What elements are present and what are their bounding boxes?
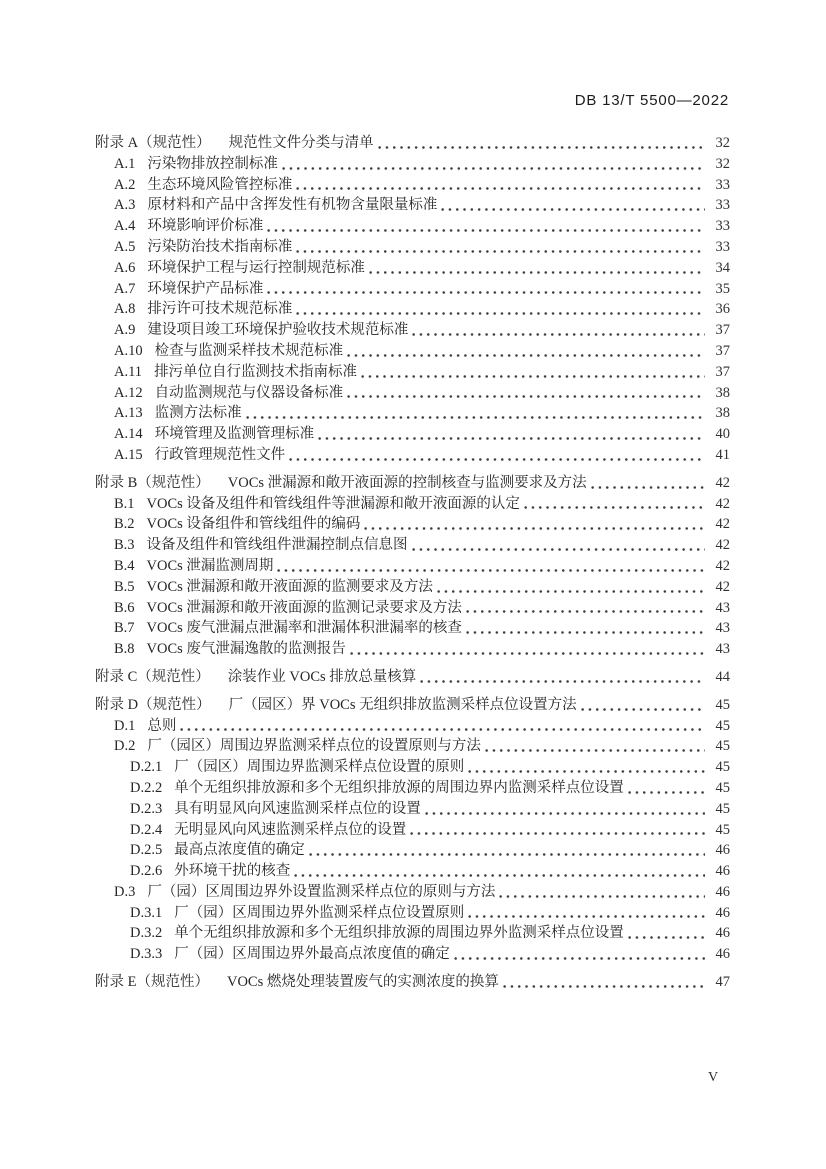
toc-entry-number: 附录 A（规范性） [95, 135, 211, 151]
toc-entry-page: 42 [715, 474, 730, 491]
toc-entry [95, 424, 730, 445]
toc-entry-number: D.2.5 [130, 842, 163, 859]
toc-entry-title: 污染物排放控制标准 [147, 155, 278, 172]
toc-entry-page: 46 [715, 842, 730, 859]
toc-entry-title: 厂（园区）周围边界监测采样点位设置的原则 [174, 759, 465, 776]
toc-entry-number: A.7 [114, 280, 136, 297]
toc-entry [95, 494, 730, 515]
toc-entry-title: 外环境干扰的核查 [174, 863, 291, 880]
dot-leader [466, 903, 705, 924]
dot-leader [294, 299, 705, 320]
dot-leader [275, 556, 705, 577]
toc-entry-title: 监测方法标准 [154, 405, 242, 422]
toc-entry-page: 35 [715, 280, 730, 297]
toc-entry-page: 43 [715, 599, 730, 616]
toc-entry-page: 45 [715, 696, 730, 713]
toc-entry-title: 环境保护产品标准 [147, 280, 264, 297]
toc-entry-title: VOCs 泄漏监测周期 [146, 557, 274, 574]
toc-entry-page: 42 [715, 578, 730, 595]
toc-entry-number: A.13 [114, 405, 143, 422]
toc-entry [95, 923, 730, 944]
toc-entry [95, 639, 730, 660]
toc-entry-title: 排污许可技术规范标准 [147, 301, 293, 318]
toc-entry [95, 778, 730, 799]
dot-leader [626, 778, 705, 799]
toc-entry-number: A.4 [114, 218, 136, 235]
toc-entry-title: 行政管理规范性文件 [154, 446, 286, 463]
dot-leader [244, 403, 705, 424]
toc-entry-number: B.1 [114, 495, 135, 512]
toc-entry-page: 42 [715, 537, 730, 554]
toc-entry [95, 403, 730, 424]
toc-entry-number: A.2 [114, 176, 136, 193]
toc-entry [95, 820, 730, 841]
dot-leader [294, 237, 705, 258]
toc-entry [95, 133, 730, 154]
toc-entry-page: 42 [715, 516, 730, 533]
toc-entry-number: A.1 [114, 155, 136, 172]
toc-entry [95, 320, 730, 341]
toc-entry [95, 861, 730, 882]
toc-entry-page: 41 [715, 446, 730, 463]
toc-entry-page: 43 [715, 620, 730, 637]
toc-entry [95, 341, 730, 362]
dot-leader [178, 716, 705, 737]
toc-entry [95, 195, 730, 216]
toc-entry-number: D.2 [114, 738, 136, 755]
toc-entry-title: 厂（园区）周围边界监测采样点位的设置原则与方法 [147, 738, 481, 755]
toc-entry-number: B.6 [114, 599, 135, 616]
toc-entry-page: 47 [715, 974, 730, 991]
toc-entry [95, 695, 730, 716]
dot-leader [265, 216, 705, 237]
dot-leader [483, 736, 705, 757]
toc-entry-title: VOCs 设备及组件和管线组件等泄漏源和敞开液面源的认定 [146, 495, 520, 512]
toc-entry [95, 299, 730, 320]
toc-entry-number: B.8 [114, 641, 135, 658]
dot-leader [345, 383, 705, 404]
toc-entry [95, 716, 730, 737]
toc-entry [95, 279, 730, 300]
toc-entry [95, 882, 730, 903]
toc-entry [95, 903, 730, 924]
dot-leader [316, 424, 705, 445]
dot-leader [280, 154, 705, 175]
toc-entry-number: A.6 [114, 259, 136, 276]
toc-entry [95, 944, 730, 965]
toc-entry [95, 362, 730, 383]
toc-entry-number: B.2 [114, 516, 135, 533]
toc-entry-number: D.2.4 [130, 821, 163, 838]
dot-leader [410, 535, 705, 556]
toc-entry [95, 535, 730, 556]
toc-entry-page: 45 [715, 779, 730, 796]
toc-entry-number: D.2.1 [130, 759, 163, 776]
toc-entry-number: A.11 [114, 363, 143, 380]
page-footer [695, 1070, 731, 1086]
toc-entry-number: A.12 [114, 384, 143, 401]
toc-entry-page: 32 [715, 135, 730, 151]
toc-entry-title: 自动监测规范与仪器设备标准 [154, 384, 344, 401]
toc-entry [95, 799, 730, 820]
toc-entry-number: A.9 [114, 322, 136, 339]
toc-entry-number: B.3 [114, 537, 135, 554]
toc-entry-number: A.5 [114, 238, 136, 255]
toc-entry-title: 环境保护工程与运行控制规范标准 [147, 259, 365, 276]
toc-entry [95, 667, 730, 688]
toc-entry-number: A.8 [114, 301, 136, 318]
dot-leader [435, 577, 705, 598]
toc-entry-number: D.3 [114, 883, 136, 900]
page-header [95, 92, 729, 109]
toc-entry-page: 46 [715, 904, 730, 921]
toc-entry-title: 厂（园）区周围边界外最高点浓度值的确定 [174, 946, 450, 963]
toc-entry-number: D.3.1 [130, 904, 163, 921]
dot-leader [294, 175, 705, 196]
toc-entry-title: 检查与监测采样技术规范标准 [154, 342, 344, 359]
toc-entry-title: 单个无组织排放源和多个无组织排放源的周围边界内监测采样点位设置 [174, 779, 624, 796]
toc-entry-number: A.15 [114, 446, 143, 463]
toc-entry-title: 厂（园）区周围边界外设置监测采样点位的原则与方法 [147, 883, 496, 900]
dot-leader [307, 840, 705, 861]
toc-entry-page: 45 [715, 759, 730, 776]
toc-entry-page: 46 [715, 883, 730, 900]
dot-leader [579, 695, 705, 716]
toc-entry-title: 排污单位自行监测技术指南标准 [154, 363, 358, 380]
toc-entry-title: VOCs 废气泄漏逸散的监测报告 [146, 641, 346, 658]
toc-entry-title: VOCs 泄漏源和敞开液面源的监测记录要求及方法 [146, 599, 462, 616]
dot-leader [292, 861, 705, 882]
toc-entry-number: 附录 C（规范性） [95, 668, 210, 685]
toc-entry-number: D.3.3 [130, 946, 163, 963]
toc-entry-number: A.14 [114, 426, 143, 443]
toc-entry-page: 33 [715, 218, 730, 235]
toc-entry-number: 附录 E（规范性） [95, 974, 209, 991]
dot-leader [423, 799, 705, 820]
toc-entry-page: 38 [715, 384, 730, 401]
toc-entry-title: 环境管理及监测管理标准 [154, 426, 315, 443]
toc-entry-title: VOCs 泄漏源和敞开液面源的监测要求及方法 [146, 578, 433, 595]
toc-entry-title: VOCs 废气泄漏点泄漏率和泄漏体积泄漏率的核查 [146, 620, 462, 637]
toc-entry [95, 237, 730, 258]
toc-entry-title: 涂装作业 VOCs 排放总量核算 [227, 668, 417, 685]
toc-entry-page: 37 [715, 363, 730, 380]
toc-entry [95, 577, 730, 598]
toc-entry-page: 45 [715, 717, 730, 734]
toc-entry-title: 厂（园区）界 VOCs 无组织排放监测采样点位设置方法 [228, 696, 577, 713]
doc-number: DB 13/T 5500—2022 [574, 92, 729, 109]
toc-entry [95, 258, 730, 279]
toc-list [95, 133, 730, 993]
dot-leader [359, 362, 705, 383]
dot-leader [439, 195, 705, 216]
toc-entry [95, 216, 730, 237]
toc-entry-page: 33 [715, 176, 730, 193]
toc-entry-page: 45 [715, 738, 730, 755]
dot-leader [464, 598, 705, 619]
toc-entry-page: 46 [715, 863, 730, 880]
dot-leader [418, 667, 705, 688]
toc-entry-title: 建设项目竣工环境保护验收技术规范标准 [147, 322, 409, 339]
dot-leader [348, 639, 705, 660]
toc-entry [95, 473, 730, 494]
toc-entry-title: 总则 [147, 717, 177, 734]
dot-leader [367, 258, 705, 279]
toc-entry-page: 45 [715, 821, 730, 838]
toc-entry-title: 生态环境风险管控标准 [147, 176, 293, 193]
toc-entry-title: 规范性文件分类与清单 [228, 135, 374, 151]
dot-leader [497, 882, 705, 903]
toc-entry-number: 附录 D（规范性） [95, 696, 211, 713]
dot-leader [501, 972, 705, 993]
toc-entry-title: 原材料和产品中含挥发性有机物含量限量标准 [147, 197, 438, 214]
toc-entry-title: VOCs 设备组件和管线组件的编码 [146, 516, 361, 533]
toc-entry-number: D.2.2 [130, 779, 163, 796]
toc-entry-number: A.3 [114, 197, 136, 214]
dot-leader [345, 341, 705, 362]
toc-entry-page: 37 [715, 322, 730, 339]
toc-entry-title: VOCs 燃烧处理装置废气的实测浓度的换算 [226, 974, 499, 991]
dot-leader [376, 133, 705, 154]
dot-leader [522, 494, 705, 515]
toc-entry-page: 42 [715, 495, 730, 512]
toc-entry-page: 32 [715, 155, 730, 172]
dot-leader [466, 757, 705, 778]
toc-entry-number: B.7 [114, 620, 135, 637]
dot-leader [626, 923, 705, 944]
toc-entry-page: 46 [715, 925, 730, 942]
toc-entry-number: D.3.2 [130, 925, 163, 942]
toc-entry-page: 34 [715, 259, 730, 276]
toc-entry [95, 383, 730, 404]
toc-entry-number: B.5 [114, 578, 135, 595]
toc-entry-title: VOCs 泄漏源和敞开液面源的控制核查与监测要求及方法 [227, 474, 587, 491]
toc-entry-title: 最高点浓度值的确定 [174, 842, 305, 859]
toc-entry-page: 40 [715, 426, 730, 443]
toc-entry [95, 736, 730, 757]
footer-page-number: V [707, 1070, 719, 1085]
toc-entry-number: B.4 [114, 557, 135, 574]
toc-entry-number: 附录 B（规范性） [95, 474, 210, 491]
toc-entry-page: 44 [715, 668, 730, 685]
toc-entry-title: 厂（园）区周围边界外监测采样点位设置原则 [174, 904, 465, 921]
toc-entry [95, 840, 730, 861]
toc-entry [95, 757, 730, 778]
toc-entry-page: 37 [715, 342, 730, 359]
toc-entry-number: A.10 [114, 342, 143, 359]
toc-entry-page: 33 [715, 238, 730, 255]
toc-entry-page: 42 [715, 557, 730, 574]
toc-entry-title: 环境影响评价标准 [147, 218, 264, 235]
toc-entry [95, 618, 730, 639]
toc-entry-title: 无明显风向风速监测采样点位的设置 [174, 821, 407, 838]
toc-entry-number: D.1 [114, 717, 136, 734]
dot-leader [408, 820, 705, 841]
dot-leader [287, 445, 705, 466]
toc-entry-page: 46 [715, 946, 730, 963]
toc-entry-page: 38 [715, 405, 730, 422]
toc-entry [95, 445, 730, 466]
toc-entry-title: 具有明显风向风速监测采样点位的设置 [174, 800, 421, 817]
toc-entry-page: 33 [715, 197, 730, 214]
toc-entry [95, 154, 730, 175]
dot-leader [452, 944, 705, 965]
dot-leader [410, 320, 705, 341]
toc-entry-title: 污染防治技术指南标准 [147, 238, 293, 255]
toc-entry [95, 556, 730, 577]
toc-entry-page: 36 [715, 301, 730, 318]
toc-entry-title: 设备及组件和管线组件泄漏控制点信息图 [146, 537, 408, 554]
dot-leader [589, 473, 705, 494]
dot-leader [265, 279, 705, 300]
toc-entry [95, 972, 730, 993]
toc-entry-page: 45 [715, 800, 730, 817]
dot-leader [464, 618, 705, 639]
toc-entry-page: 43 [715, 641, 730, 658]
dot-leader [362, 514, 705, 535]
toc-entry [95, 175, 730, 196]
toc-entry-number: D.2.3 [130, 800, 163, 817]
toc-entry-number: D.2.6 [130, 863, 163, 880]
toc-entry-title: 单个无组织排放源和多个无组织排放源的周围边界外监测采样点位设置 [174, 925, 624, 942]
toc-entry [95, 598, 730, 619]
toc-entry [95, 514, 730, 535]
